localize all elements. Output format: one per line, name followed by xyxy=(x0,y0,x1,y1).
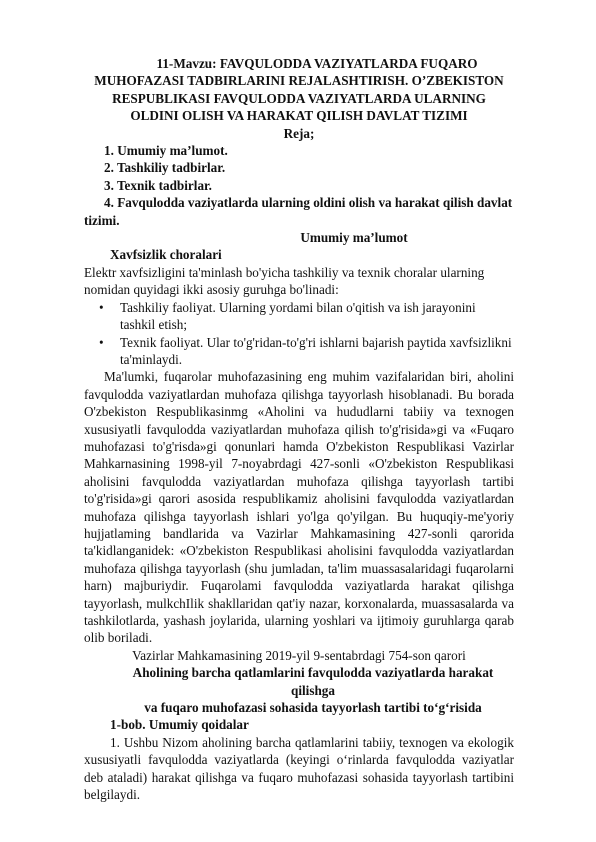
bullet-list xyxy=(84,299,514,369)
plan-item: 3. Texnik tadbirlar. xyxy=(104,177,212,193)
intro-text: Elektr xavfsizligini ta'minlash bo'yicha tashkiliy va texnik choralar ularning nomidan quyidagi ikki asosiy guruhga bo'linadi: xyxy=(84,264,485,298)
bullet-icon: • xyxy=(99,299,104,315)
bullet-text: Tashkiliy faoliyat. Ularning yordami bilan o'qitish va ish jarayonini tashkil etish; xyxy=(120,299,476,333)
bullet-icon: • xyxy=(99,334,104,350)
final-paragraph: 1. Ushbu Nizom aholining barcha qatlamlarini tabiiy, texnogen va ekologik xususiyatli favqulodda vaziyatlarda (keyingi o‘rinlarda favqulodda vaziyatlar deb ataladi) harakat qilishga va fuqaro muhofazasi sohasida tayyorlash tartibini belgilaydi. xyxy=(84,734,514,803)
subheading: Xavfsizlik choralari xyxy=(110,247,222,263)
bullet-item xyxy=(99,334,514,369)
plan-item: 4. Favqulodda vaziyatlarda ularning oldini olish va harakat qilish davlat tizimi. xyxy=(84,195,513,228)
bullet-item xyxy=(99,299,514,334)
title-line: MUHOFAZASI TADBIRLARINI REJALASHTIRISH. O’ZBEKISTON xyxy=(94,73,504,89)
title-line: 11-Mavzu: FAVQULODDA VAZIYATLARDA FUQARO xyxy=(156,56,478,71)
decree-line: Vazirlar Mahkamasining 2019-yil 9-sentabrdagi 754-son qarori xyxy=(132,647,466,663)
main-paragraph: Ma'lumki, fuqarolar muhofazasining eng muhim vazifalaridan biri, aholini favqulodda vaziyatlardan muhofaza qilishga tayyorlash hisoblanadi. Bu borada O'zbekiston Respublikasinmg «Aholini va hududlarni tabiiy va texnogen xususiyatli favqulodda vaziyatlardan muhofaza qilish to'g'risida»gi va «Fuqaro muhofazasi to'g'risda»gi qonunlari hamda O'zbekiston Respublikasi Vazirlar Mahkarnasining 1998-yil 7-noyabrdagi 427-sonli «O'zbekiston Respublikasi aholisini favqulodda vaziyatlardan muhofaza qilishga tayyorlash tartibi to'g'risida»gi qarori asosida respublikamiz aholisini favqulodda vaziyatlardan muhofaza qilishga tayyorlash ishlari yo'lga qo'yilgan. Bu huquqiy-me'yoriy hujjatlaming bandlarida va Vazirlar Mahkamasining 427-sonli qarorida ta'kidlanganidek: «O'zbekiston Respublikasi aholisini favqulodda vaziyatlardan muhofaza qilishga tayyorlash (shu jumladan, ta'lim muassasalaridagi fuqarolarni harn) majburiydir. Fuqarolami favqulodda vaziyatlarda harakat qilishga tayyorlash, mulkchIlik shakllaridan qat'iy nazar, korxonalarda, muassasalarda va tashkilotlarda, yashash joylarida, ularning yoshlari va ijtimoiy guruhlarga qarab olib boriladi. xyxy=(84,369,514,646)
plan-heading: Reja; xyxy=(283,125,315,141)
order-title-line: va fuqaro muhofazasi sohasida tayyorlash tartibi to‘g‘risida xyxy=(144,700,482,716)
plan-item: 1. Umumiy ma’lumot. xyxy=(104,143,228,159)
chapter-heading: 1-bob. Umumiy qoidalar xyxy=(110,717,249,733)
order-title-line: Aholining barcha qatlamlarini favqulodda vaziyatlarda harakat qilishga xyxy=(132,665,494,698)
plan-item: 2. Tashkiliy tadbirlar. xyxy=(104,160,226,176)
title-line: OLDINI OLISH VA HARAKAT QILISH DAVLAT TIZIMI xyxy=(130,108,468,124)
order-title xyxy=(84,664,514,716)
section-heading: Umumiy ma’lumot xyxy=(300,230,408,246)
title-line: RESPUBLIKASI FAVQULODDA VAZIYATLARDA ULARNING xyxy=(112,90,486,106)
document-title xyxy=(84,55,514,125)
plan-list xyxy=(84,142,514,229)
bullet-text: Texnik faoliyat. Ular to'g'ridan-to'g'ri ishlarni bajarish paytida xavfsizlikni ta'minlaydi. xyxy=(120,334,512,367)
